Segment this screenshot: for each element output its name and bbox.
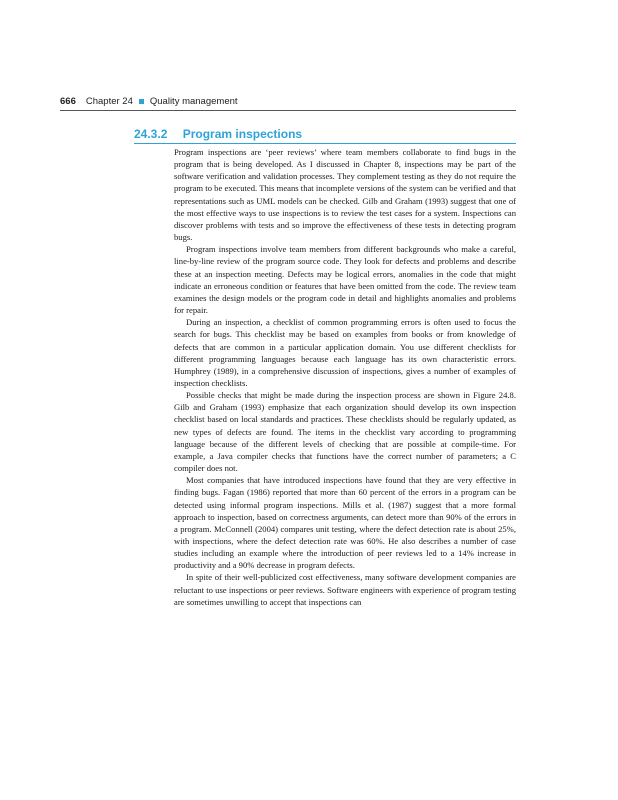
paragraph-6: In spite of their well-publicized cost effectiveness, many software development companies are reluctant to use inspections or peer reviews. Software engineers with experience of program testing are sometimes unwilling to accept that inspections can [174, 572, 516, 607]
section-heading [134, 127, 302, 141]
paragraph-4: Possible checks that might be made during the inspection process are shown in Figure 24.8. Gilb and Graham (1993) emphasize that each organization should develop its own inspection checklist based on local standards and practices. These checklists should be regularly updated, as new types of defects are found. The items in the checklist vary according to programming language because of the different levels of checking that are possible at compile-time. For example, a Java compiler checks that functions have the correct number of parameters; a C compiler does not. [174, 390, 516, 474]
paragraph-1: Program inspections are ‘peer reviews’ where team members collaborate to find bugs in the program that is being developed. As I discussed in Chapter 8, inspections may be part of the software verification and validation processes. They complement testing as they do not require the program to be executed. This means that incomplete versions of the system can be verified and that representations such as UML models can be checked. Gilb and Graham (1993) suggest that one of the most effective ways to use inspections is to review the test cases for a system. Inspections can discover problems with tests and so improve the effectiveness of these tests in detecting program bugs. [174, 147, 516, 243]
chapter-title: Quality management [149, 96, 238, 107]
paragraph-2: Program inspections involve team members from different backgrounds who make a careful, line-by-line review of the program source code. They look for defects and problems and describe these at an inspection meeting. Defects may be logical errors, anomalies in the code that might indicate an erroneous condition or features that have been omitted from the code. The review team examines the design models or the program code in detail and highlights anomalies and problems for repair. [174, 244, 516, 316]
body-text [174, 146, 516, 608]
separator-square-icon [139, 99, 144, 104]
running-header [60, 96, 516, 107]
page-number: 666 [60, 96, 76, 107]
paragraph-3: During an inspection, a checklist of common programming errors is often used to focus the search for bugs. This checklist may be based on examples from books or from knowledge of defects that are common in a particular application domain. You use different checklists for different programming languages because each language has its own characteristic errors. Humphrey (1989), in a comprehensive discussion of inspections, gives a number of examples of inspection checklists. [174, 317, 516, 388]
section-title: Program inspections [182, 127, 303, 141]
header-rule [60, 110, 516, 111]
chapter-label: Chapter 24 [85, 96, 133, 107]
paragraph-5: Most companies that have introduced inspections have found that they are very effective in finding bugs. Fagan (1986) reported that more than 60 percent of the errors in a program can be detected using informal program inspections. Mills et al. (1987) suggest that a more formal approach to inspection, based on correctness arguments, can detect more than 90% of the errors in a program. McConnell (2004) compares unit testing, where the defect detection rate is about 25%, with inspections, where the defect detection rate was 60%. He also describes a number of case studies including an example where the introduction of peer reviews led to a 14% increase in productivity and a 90% decrease in program defects. [174, 475, 516, 571]
section-heading-rule [134, 143, 516, 144]
section-number: 24.3.2 [134, 127, 168, 141]
